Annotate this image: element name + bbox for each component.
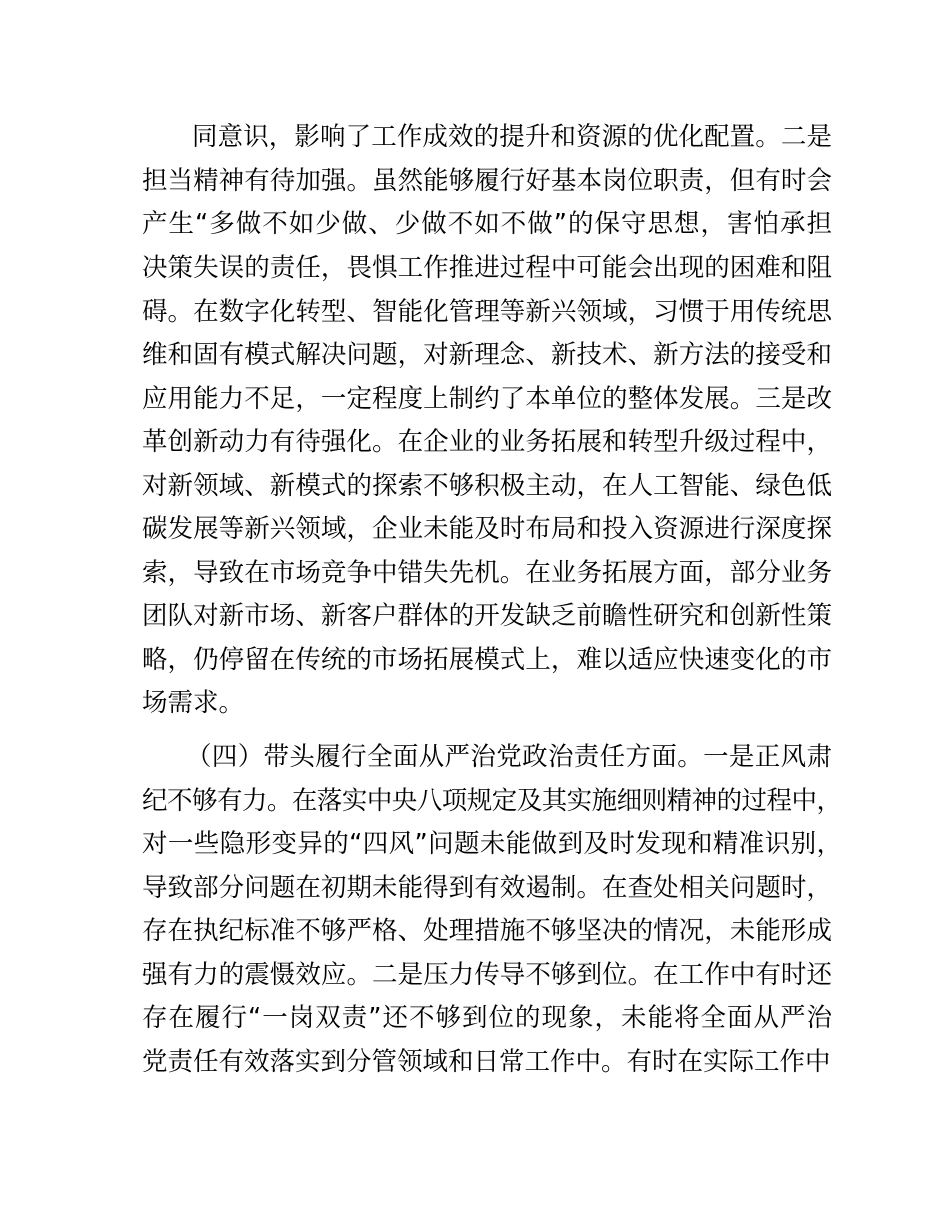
paragraph-1-line-7: 应用能力不足，一定程度上制约了本单位的整体发展。三是改 (142, 384, 833, 414)
paragraph-2-line-5: 存在执纪标准不够严格、处理措施不够坚决的情况，未能形成 (142, 916, 833, 946)
paragraph-1-line-14: 场需求。 (142, 688, 245, 718)
paragraph-2-line-4: 导致部分问题在初期未能得到有效遏制。在查处相关问题时， (142, 873, 833, 903)
paragraph-1-line-3: 产生“多做不如少做、少做不如不做”的保守思想，害怕承担 (142, 209, 833, 239)
paragraph-2-line-2: 纪不够有力。在落实中央八项规定及其实施细则精神的过程中， (142, 786, 842, 816)
paragraph-1-line-1: 同意识，影响了工作成效的提升和资源的优化配置。二是 (192, 122, 833, 152)
paragraph-1-line-9: 对新领域、新模式的探索不够积极主动，在人工智能、绿色低 (142, 471, 833, 501)
paragraph-2-line-8: 党责任有效落实到分管领域和日常工作中。有时在实际工作中 (142, 1047, 831, 1077)
paragraph-1-line-5: 碍。在数字化转型、智能化管理等新兴领域，习惯于用传统思 (142, 297, 833, 327)
paragraph-1-line-4: 决策失误的责任，畏惧工作推进过程中可能会出现的困难和阻 (142, 253, 833, 283)
paragraph-1-line-12: 团队对新市场、新客户群体的开发缺乏前瞻性研究和创新性策 (142, 601, 833, 631)
paragraph-1-line-6: 维和固有模式解决问题，对新理念、新技术、新方法的接受和 (142, 340, 833, 370)
paragraph-2-line-6: 强有力的震慑效应。二是压力传导不够到位。在工作中有时还 (142, 960, 833, 990)
paragraph-1-line-2: 担当精神有待加强。虽然能够履行好基本岗位职责，但有时会 (142, 166, 833, 196)
paragraph-2-line-7: 存在履行“一岗双责”还不够到位的现象，未能将全面从严治 (142, 1003, 833, 1033)
paragraph-1-line-8: 革创新动力有待强化。在企业的业务拓展和转型升级过程中， (142, 427, 833, 457)
paragraph-1-line-10: 碳发展等新兴领域，企业未能及时布局和投入资源进行深度探 (142, 514, 833, 544)
paragraph-2-line-3: 对一些隐形变异的“四风”问题未能做到及时发现和精准识别， (142, 829, 843, 859)
paragraph-1-line-13: 略，仍停留在传统的市场拓展模式上，难以适应快速变化的市 (142, 645, 833, 675)
paragraph-2-line-1: （四）带头履行全面从严治党政治责任方面。一是正风肃 (186, 742, 833, 772)
paragraph-1-line-11: 索，导致在市场竞争中错失先机。在业务拓展方面，部分业务 (142, 558, 833, 588)
